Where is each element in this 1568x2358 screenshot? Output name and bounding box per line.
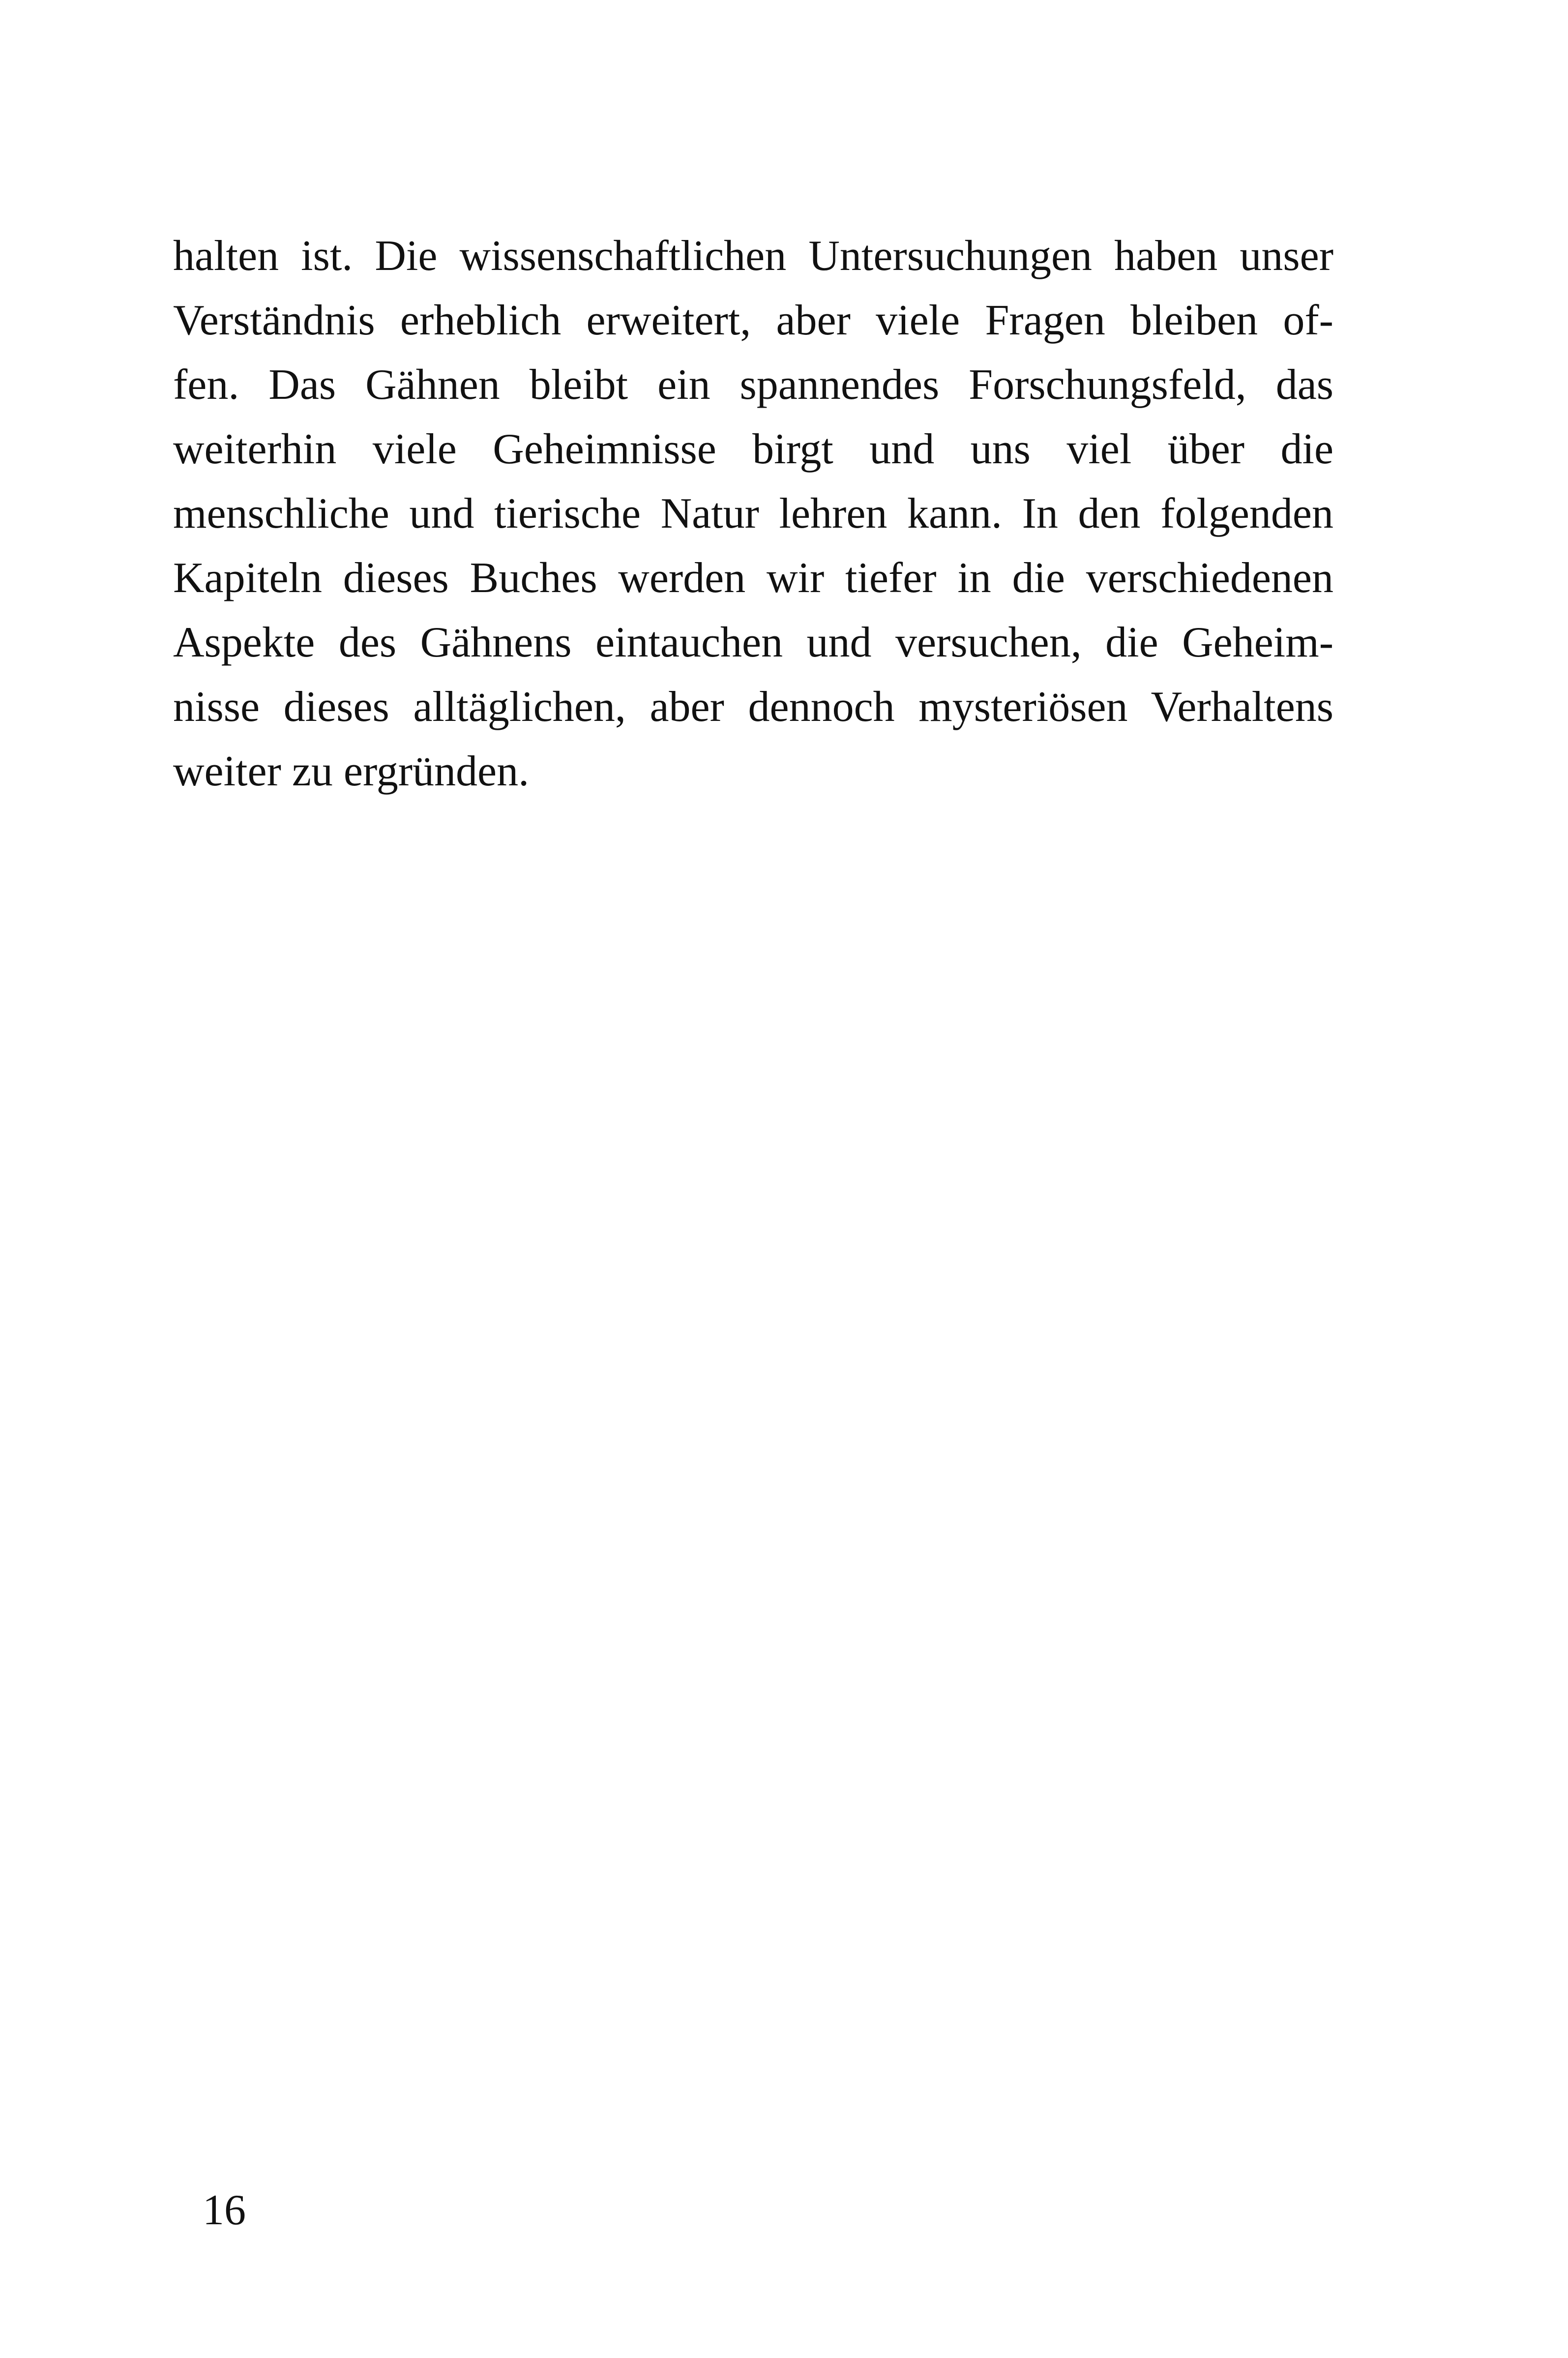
text-line: Kapiteln dieses Buches werden wir tiefer in die verschiedenen — [173, 554, 1333, 602]
text-line: fen. Das Gähnen bleibt ein spannendes Forschungsfeld, das — [173, 361, 1333, 409]
text-line: menschliche und tierische Natur lehren kann. In den folgenden — [173, 490, 1333, 537]
page-number: 16 — [203, 2186, 246, 2234]
text-line: weiterhin viele Geheimnisse birgt und uns viel über die — [173, 425, 1333, 473]
text-line: halten ist. Die wissenschaftlichen Untersuchungen haben unser — [173, 232, 1333, 280]
text-line: nisse dieses alltäglichen, aber dennoch mysteriösen Verhaltens — [173, 683, 1333, 731]
body-paragraph — [173, 224, 1333, 804]
text-line: Aspekte des Gähnens eintauchen und versuchen, die Geheim- — [173, 619, 1333, 666]
text-line: Verständnis erheblich erweitert, aber viele Fragen bleiben of- — [173, 297, 1333, 344]
text-line-last: weiter zu ergründen. — [173, 747, 530, 795]
